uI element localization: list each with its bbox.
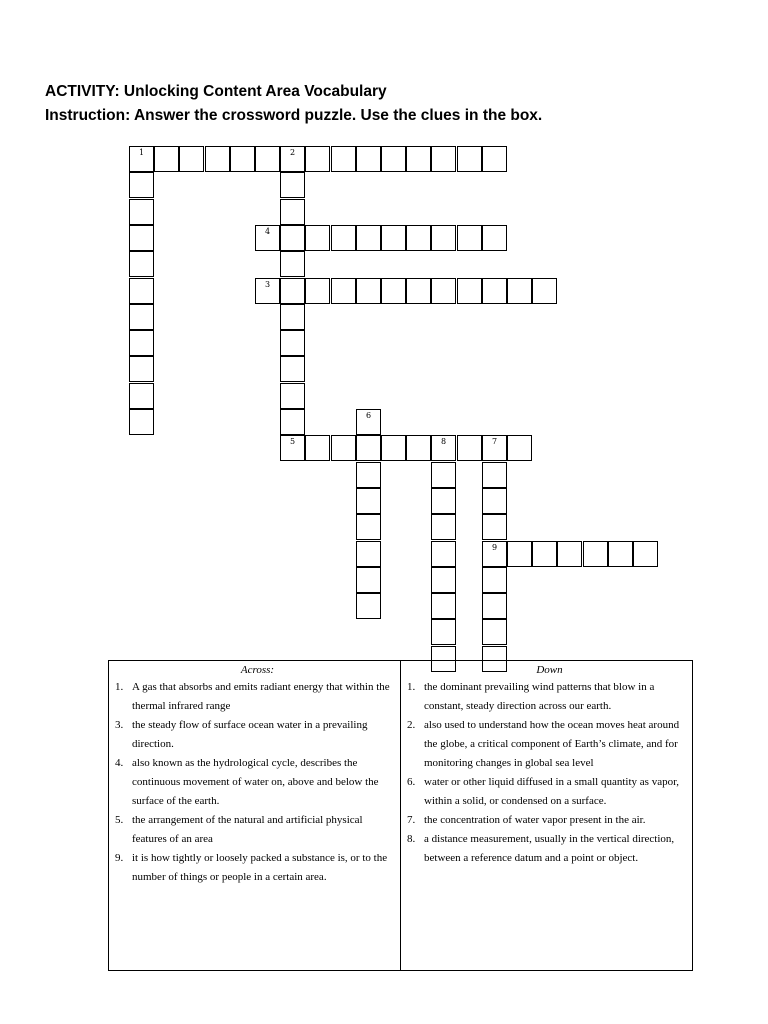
down-heading: Down	[536, 664, 563, 676]
crossword-cell[interactable]	[129, 172, 154, 198]
down-clue	[407, 678, 692, 716]
clue-number: 9	[492, 543, 498, 552]
crossword-cell[interactable]	[129, 409, 154, 435]
crossword-cell[interactable]	[381, 225, 406, 251]
crossword-cell[interactable]	[356, 462, 381, 488]
crossword-cell[interactable]	[507, 278, 532, 304]
clue-text: it is how tightly or loosely packed a substance is, or to the number of things or people in a certain area.	[132, 852, 388, 883]
clue-number: 2	[290, 148, 296, 157]
crossword-cell[interactable]	[482, 278, 507, 304]
crossword-cell[interactable]	[129, 383, 154, 409]
crossword-cell[interactable]	[356, 593, 381, 619]
crossword-cell[interactable]	[431, 541, 456, 567]
clue-number: 8	[441, 437, 447, 446]
crossword-cell[interactable]	[331, 278, 356, 304]
clue-text: the dominant prevailing wind patterns that blow in a constant, steady direction across our earth.	[424, 681, 655, 712]
crossword-cell[interactable]	[280, 409, 305, 435]
crossword-cell[interactable]	[331, 146, 356, 172]
down-clue-list	[407, 678, 692, 868]
crossword-cell[interactable]	[608, 541, 633, 567]
crossword-cell[interactable]	[305, 146, 330, 172]
crossword-cell[interactable]	[280, 383, 305, 409]
crossword-cell[interactable]	[280, 278, 305, 304]
clue-text: the arrangement of the natural and artificial physical features of an area	[132, 814, 363, 845]
crossword-cell[interactable]	[431, 619, 456, 645]
crossword-cell[interactable]	[482, 514, 507, 540]
crossword-cell[interactable]	[356, 514, 381, 540]
clue-text: the concentration of water vapor present in the air.	[424, 814, 646, 826]
crossword-cell[interactable]	[482, 593, 507, 619]
crossword-cell[interactable]	[633, 541, 658, 567]
crossword-cell[interactable]	[230, 146, 255, 172]
crossword-cell[interactable]	[406, 278, 431, 304]
crossword-cell[interactable]	[431, 278, 456, 304]
crossword-cell[interactable]	[457, 278, 482, 304]
clue-number-label: 1.	[407, 681, 416, 693]
crossword-cell[interactable]	[482, 541, 507, 567]
crossword-cell[interactable]	[482, 619, 507, 645]
crossword-cell[interactable]	[129, 146, 154, 172]
across-clue	[115, 811, 400, 849]
clue-text: A gas that absorbs and emits radiant energy that within the thermal infrared range	[132, 681, 390, 712]
crossword-cell[interactable]	[583, 541, 608, 567]
crossword-cell[interactable]	[507, 435, 532, 461]
crossword-cell[interactable]	[129, 304, 154, 330]
crossword-cell[interactable]	[532, 278, 557, 304]
instruction-text: Instruction: Answer the crossword puzzle. Use the clues in the box.	[45, 107, 543, 124]
crossword-cell[interactable]	[406, 146, 431, 172]
crossword-cell[interactable]	[482, 146, 507, 172]
crossword-cell[interactable]	[431, 514, 456, 540]
crossword-cell[interactable]	[280, 330, 305, 356]
crossword-cell[interactable]	[280, 172, 305, 198]
crossword-cell[interactable]	[381, 435, 406, 461]
across-column	[109, 661, 401, 970]
crossword-cell[interactable]	[305, 435, 330, 461]
crossword-cell[interactable]	[356, 435, 381, 461]
down-column	[401, 661, 692, 970]
clue-number-label: 2.	[407, 719, 416, 731]
crossword-cell[interactable]	[305, 225, 330, 251]
crossword-cell[interactable]	[280, 199, 305, 225]
crossword-cell[interactable]	[482, 225, 507, 251]
clue-number: 1	[139, 148, 145, 157]
across-clue	[115, 678, 400, 716]
crossword-cell[interactable]	[431, 225, 456, 251]
clue-number: 3	[265, 280, 271, 289]
crossword-cell[interactable]	[431, 146, 456, 172]
crossword-cell[interactable]	[482, 488, 507, 514]
crossword-cell[interactable]	[381, 278, 406, 304]
clue-number-label: 6.	[407, 776, 416, 788]
crossword-cell[interactable]	[457, 146, 482, 172]
clue-text: also known as the hydrological cycle, describes the continuous movement of water on, above and below the surface of the earth.	[132, 757, 379, 807]
crossword-cell[interactable]	[179, 146, 204, 172]
clue-number-label: 8.	[407, 833, 416, 845]
crossword-cell[interactable]	[280, 435, 305, 461]
crossword-cell[interactable]	[205, 146, 230, 172]
crossword-cell[interactable]	[406, 435, 431, 461]
crossword-cell[interactable]	[280, 251, 305, 277]
crossword-cell[interactable]	[331, 435, 356, 461]
crossword-cell[interactable]	[129, 251, 154, 277]
crossword-cell[interactable]	[482, 567, 507, 593]
crossword-cell[interactable]	[457, 225, 482, 251]
crossword-cell[interactable]	[129, 356, 154, 382]
crossword-cell[interactable]	[356, 146, 381, 172]
down-clue	[407, 716, 692, 773]
clue-text: water or other liquid diffused in a small quantity as vapor, within a solid, or condensed on a surface.	[424, 776, 680, 807]
across-clue-list	[115, 678, 400, 887]
crossword-cell[interactable]	[431, 462, 456, 488]
crossword-cell[interactable]	[532, 541, 557, 567]
crossword-cell[interactable]	[482, 462, 507, 488]
crossword-cell[interactable]	[129, 330, 154, 356]
crossword-cell[interactable]	[431, 567, 456, 593]
crossword-cell[interactable]	[255, 278, 280, 304]
activity-title: ACTIVITY: Unlocking Content Area Vocabulary	[45, 83, 387, 100]
clue-number-label: 7.	[407, 814, 416, 826]
crossword-cell[interactable]	[557, 541, 582, 567]
crossword-cell[interactable]	[381, 146, 406, 172]
clue-box	[108, 660, 693, 971]
crossword-cell[interactable]	[507, 541, 532, 567]
clue-number-label: 5.	[115, 814, 124, 826]
crossword-cell[interactable]	[154, 146, 179, 172]
clue-number-label: 1.	[115, 681, 124, 693]
clue-number: 5	[290, 437, 296, 446]
clue-number: 4	[265, 227, 271, 236]
crossword-cell[interactable]	[255, 146, 280, 172]
across-clue	[115, 754, 400, 811]
crossword-cell[interactable]	[356, 409, 381, 435]
down-clue	[407, 773, 692, 811]
crossword-cell[interactable]	[356, 225, 381, 251]
clue-text: a distance measurement, usually in the vertical direction, between a reference datum and a point or object.	[424, 833, 675, 864]
clue-text: the steady flow of surface ocean water in a prevailing direction.	[132, 719, 368, 750]
crossword-cell[interactable]	[356, 541, 381, 567]
crossword-cell[interactable]	[431, 488, 456, 514]
crossword-cell[interactable]	[255, 225, 280, 251]
crossword-cell[interactable]	[305, 278, 330, 304]
crossword-cell[interactable]	[482, 435, 507, 461]
crossword-cell[interactable]	[280, 304, 305, 330]
down-clue	[407, 830, 692, 868]
clue-number-label: 4.	[115, 757, 124, 769]
clue-number: 6	[366, 411, 372, 420]
crossword-cell[interactable]	[356, 278, 381, 304]
across-clue	[115, 849, 400, 887]
down-clue	[407, 811, 692, 830]
crossword-cell[interactable]	[457, 435, 482, 461]
crossword-cell[interactable]	[129, 199, 154, 225]
crossword-cell[interactable]	[356, 488, 381, 514]
crossword-cell[interactable]	[280, 225, 305, 251]
clue-text: also used to understand how the ocean moves heat around the globe, a critical component of Earth’s climate, and for monitoring changes in global sea level	[424, 719, 680, 769]
across-heading: Across:	[240, 664, 275, 676]
crossword-cell[interactable]	[356, 567, 381, 593]
crossword-cell[interactable]	[129, 225, 154, 251]
clue-number-label: 9.	[115, 852, 124, 864]
crossword-cell[interactable]	[406, 225, 431, 251]
crossword-cell[interactable]	[431, 593, 456, 619]
clue-number: 7	[492, 437, 498, 446]
crossword-cell[interactable]	[280, 356, 305, 382]
crossword-cell[interactable]	[431, 435, 456, 461]
crossword-cell[interactable]	[331, 225, 356, 251]
crossword-cell[interactable]	[280, 146, 305, 172]
clue-number-label: 3.	[115, 719, 124, 731]
crossword-cell[interactable]	[129, 278, 154, 304]
across-clue	[115, 716, 400, 754]
